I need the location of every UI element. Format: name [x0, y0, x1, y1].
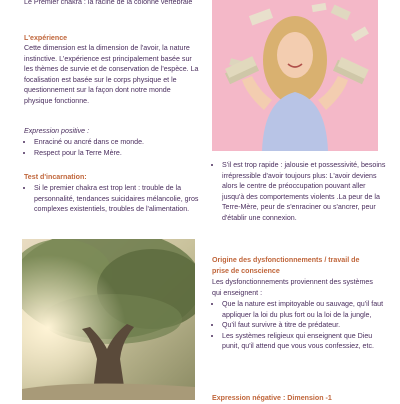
- incarnation-test-list: [24, 183, 200, 215]
- list-item: • Enraciné ou ancré dans ce monde.: [34, 137, 204, 148]
- positive-expression-label: Expression positive :: [24, 127, 90, 135]
- list-item: • Qu'il faut survivre à titre de prédateur.: [222, 320, 388, 331]
- experience-body: Cette dimension est la dimension de l'avoir, la nature instinctive. L'expérience est principalement basée sur les thèmes de survie et de conservation de l'espèce. La focalisation est basée sur le corps physique et le questionnement sur la façon dont notre monde physique fonctionne.: [24, 44, 199, 105]
- list-item: • Respect pour la Terre Mère.: [34, 148, 204, 159]
- list-item: • Les systèmes religieux qui enseignent que Dieu punit, qu'il attend que vous vous confessiez, etc.: [222, 331, 388, 352]
- tree-illustration: [22, 239, 195, 400]
- positive-expression-list: [24, 137, 204, 158]
- chakra-intro-text: Le Premier chakra : la racine de la colonne vertébrale: [24, 0, 193, 6]
- incarnation-test-heading: Test d'incarnation:: [24, 173, 87, 181]
- woman-illustration: [212, 0, 378, 151]
- woman-with-money-photo: [212, 0, 378, 151]
- origin-heading: Origine des dysfonctionnements / travail de prise de conscience: [212, 256, 360, 275]
- olive-tree-photo: [22, 239, 195, 400]
- list-item: • Que la nature est impitoyable ou sauvage, qu'il faut appliquer la loi du plus fort ou la loi de la jungle,: [222, 299, 388, 320]
- list-item: • S'il est trop rapide : jalousie et possessivité, besoins irrépressible d'avoir toujours plus: L'avoir deviens alors le centre de préoccupation pouvant aller jusqu'à des comportements violents .La peur de la Terre-Mère, peur de s'enraciner ou s'ancrer, peur d'établir une connexion.: [222, 160, 388, 224]
- origin-intro: Les dysfonctionnements proviennent des systèmes qui enseignent :: [212, 278, 373, 297]
- negative-expression-heading: Expression négative : Dimension -1: [212, 394, 332, 402]
- experience-heading: L'expérience: [24, 34, 68, 42]
- too-fast-list: [212, 160, 388, 224]
- list-item: • Si le premier chakra est trop lent : trouble de la personnalité, tendances suicidaires mélancolie, gros complexes existentiels, troubles de l'alimentation.: [34, 183, 200, 215]
- origin-list: [212, 299, 388, 352]
